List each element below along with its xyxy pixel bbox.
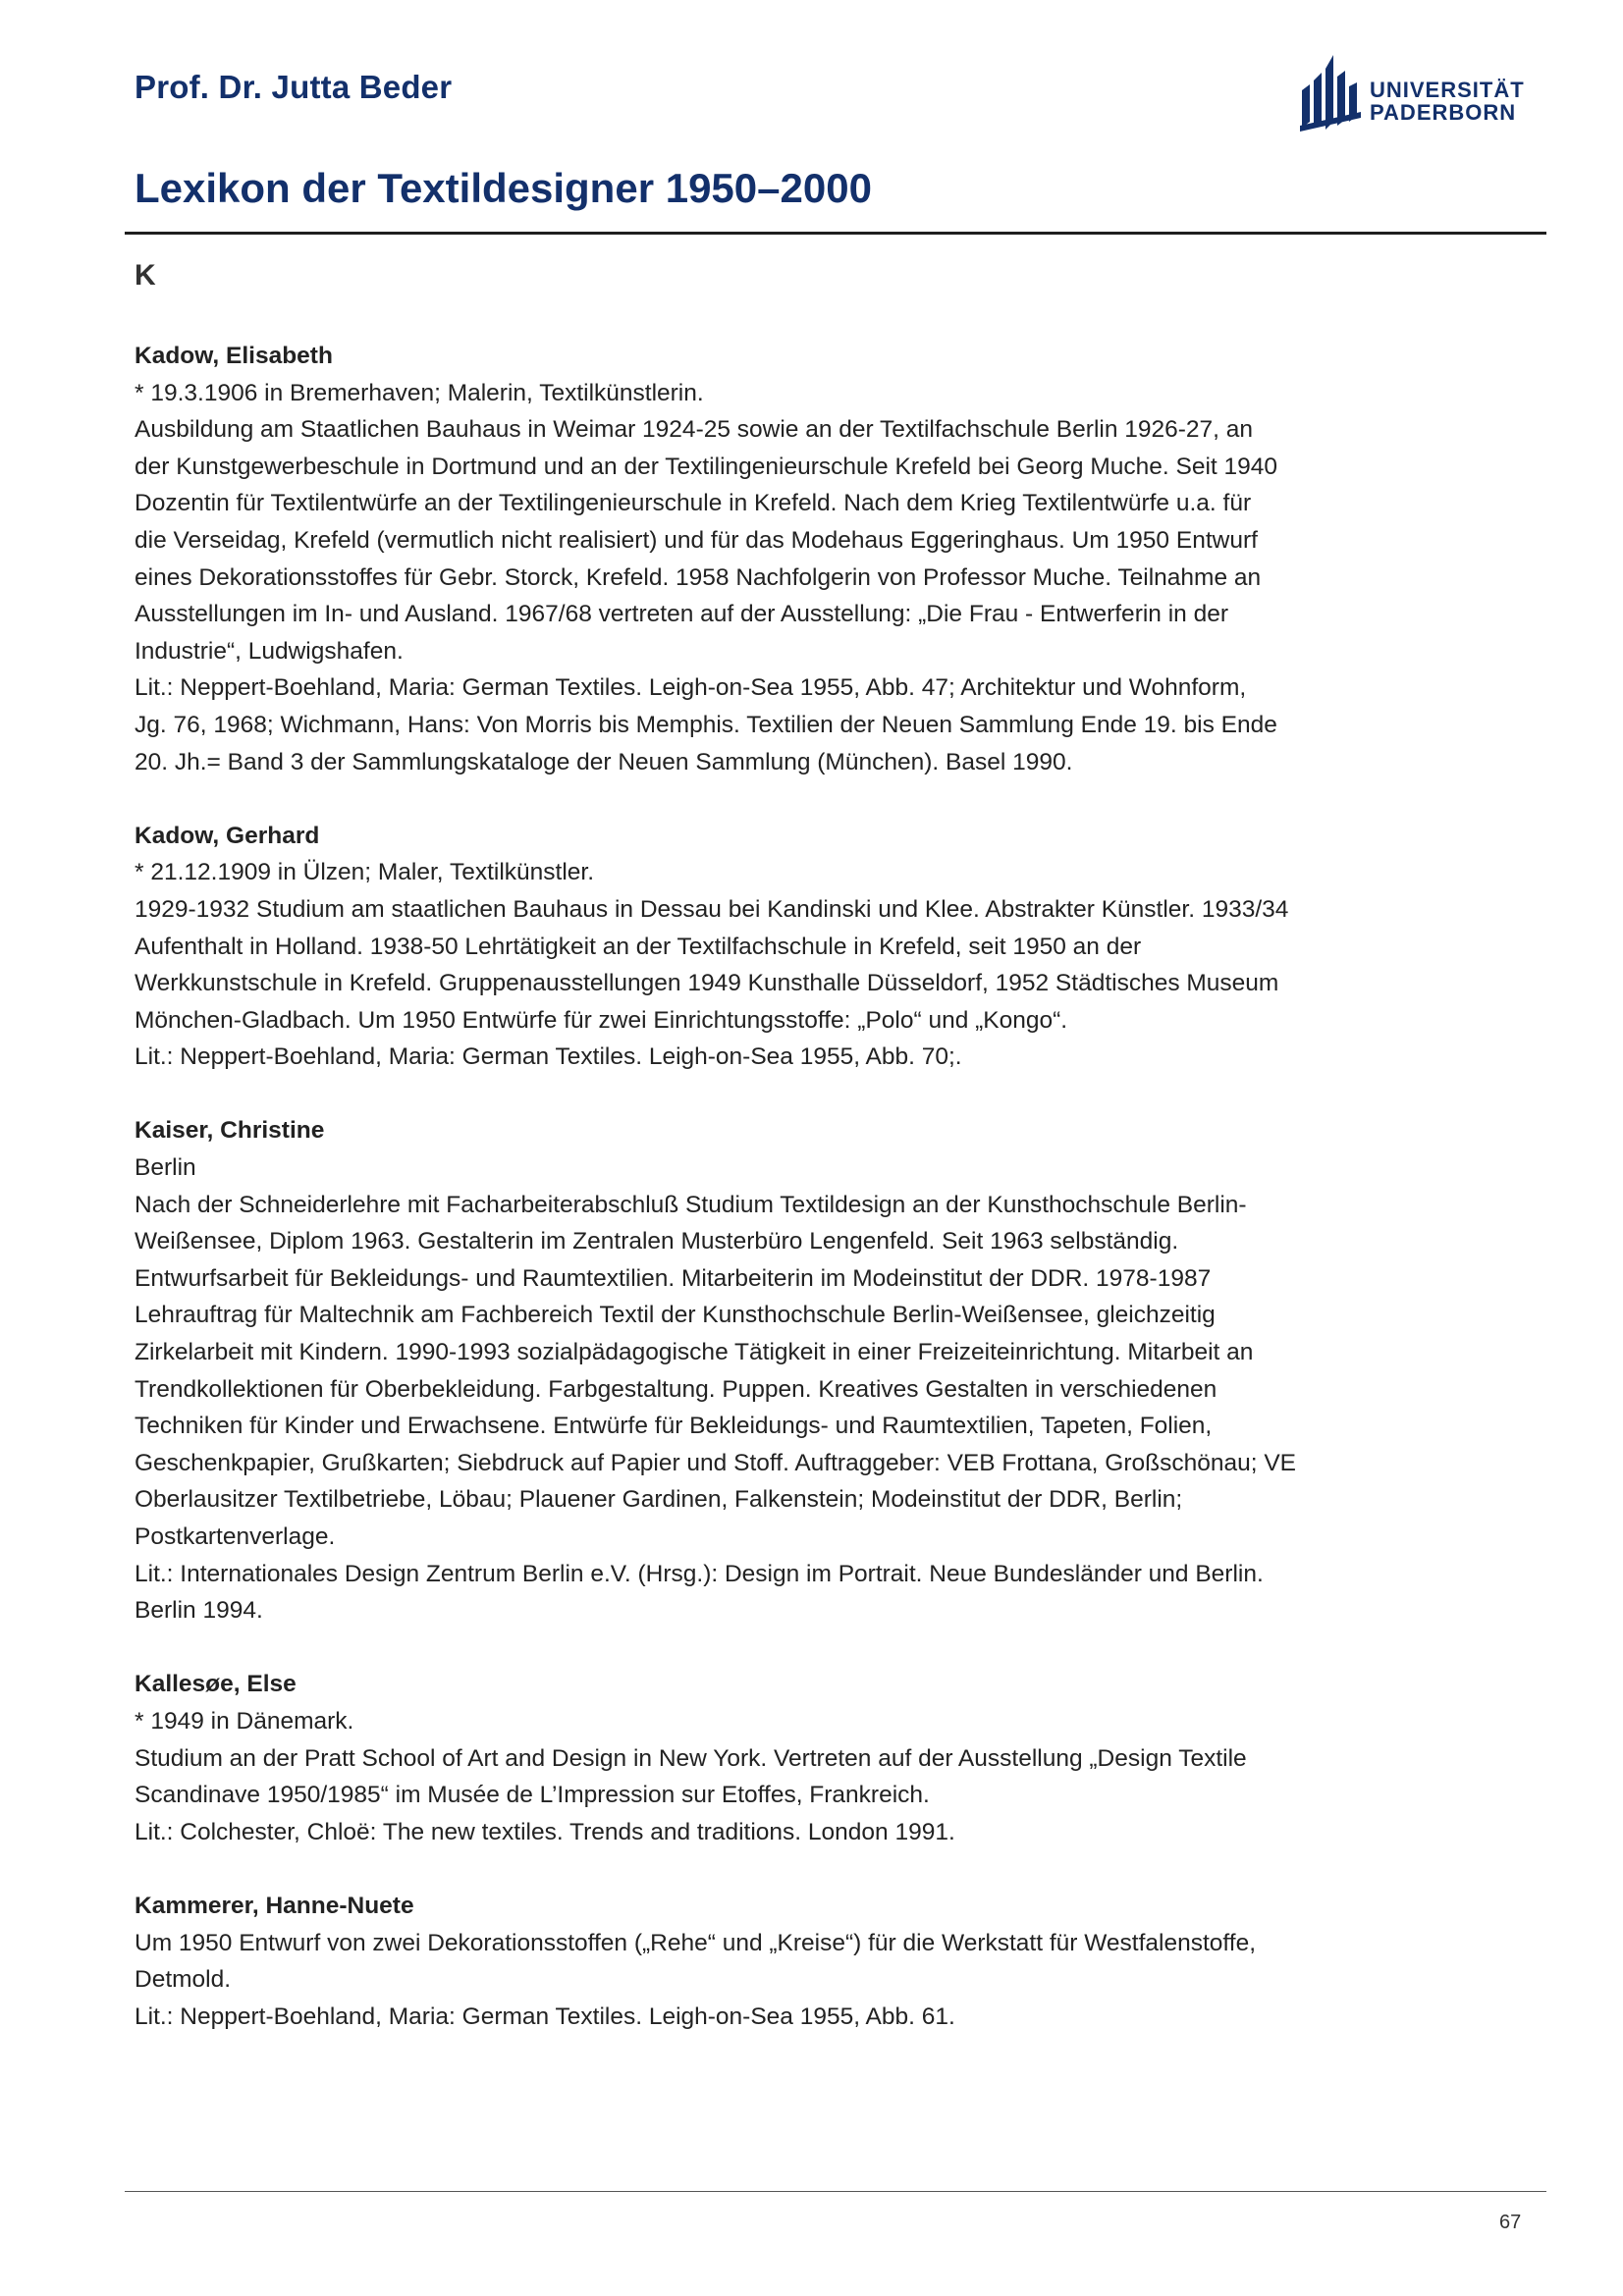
entry-text-line: Trendkollektionen für Oberbekleidung. Farbgestaltung. Puppen. Kreatives Gestalten in verschiedenen: [135, 1375, 1217, 1403]
entry-name: Kaiser, Christine: [135, 1117, 325, 1145]
entry-text-line: Um 1950 Entwurf von zwei Dekorationsstoffen („Rehe“ und „Kreise“) für die Werkstatt für Westfalenstoffe,: [135, 1929, 1257, 1956]
lexicon-entry: [135, 818, 1529, 1076]
entry-text-line: * 19.3.1906 in Bremerhaven; Malerin, Textilkünstlerin.: [135, 379, 704, 406]
entry-text-line: Berlin: [135, 1154, 196, 1182]
title-divider: [125, 232, 1546, 235]
entry-text-line: Scandinave 1950/1985“ im Musée de L’Impression sur Etoffes, Frankreich.: [135, 1782, 930, 1809]
entry-name: Kadow, Gerhard: [135, 822, 320, 849]
entry-text-line: Zirkelarbeit mit Kindern. 1990-1993 sozialpädagogische Tätigkeit in einer Freizeiteinrichtung. Mitarbeit an: [135, 1339, 1254, 1366]
entry-text-line: Dozentin für Textilentwürfe an der Textilingenieurschule in Krefeld. Nach dem Krieg Textilentwürfe u.a. für: [135, 490, 1252, 517]
entry-text-line: Lit.: Neppert-Boehland, Maria: German Textiles. Leigh-on-Sea 1955, Abb. 70;.: [135, 1043, 962, 1071]
entry-text-line: Aufenthalt in Holland. 1938-50 Lehrtätigkeit an der Textilfachschule in Krefeld, seit 1950 an der: [135, 933, 1142, 960]
entry-text-line: * 21.12.1909 in Ülzen; Maler, Textilkünstler.: [135, 859, 595, 886]
lexicon-entry: [135, 1666, 1529, 1850]
entry-text-line: Geschenkpapier, Grußkarten; Siebdruck auf Papier und Stoff. Auftraggeber: VEB Frottana, Großschönau; VE: [135, 1449, 1297, 1476]
entry-text-line: Entwurfsarbeit für Bekleidungs- und Raumtextilien. Mitarbeiterin im Modeinstitut der DDR. 1978-1987: [135, 1264, 1212, 1292]
section-letter: K: [135, 259, 156, 292]
entry-name: Kallesøe, Else: [135, 1671, 297, 1698]
entry-text-line: Berlin 1994.: [135, 1597, 263, 1625]
entry-text-line: Weißensee, Diplom 1963. Gestalterin im Zentralen Musterbüro Lengenfeld. Seit 1963 selbständig.: [135, 1228, 1179, 1255]
entry-text-line: Detmold.: [135, 1966, 232, 1994]
entry-text-line: Postkartenverlage.: [135, 1523, 336, 1550]
entry-text-line: Nach der Schneiderlehre mit Facharbeiterabschluß Studium Textildesign an der Kunsthochschule Berlin-: [135, 1191, 1247, 1218]
university-logo-icon: [1296, 51, 1367, 132]
entry-text-line: Lit.: Neppert-Boehland, Maria: German Textiles. Leigh-on-Sea 1955, Abb. 47; Architektur und Wohnform,: [135, 674, 1247, 702]
entry-name: Kammerer, Hanne-Nuete: [135, 1892, 414, 1919]
entry-text-line: Ausstellungen im In- und Ausland. 1967/68 vertreten auf der Ausstellung: „Die Frau - Entwerferin in der: [135, 601, 1229, 628]
author-name: Prof. Dr. Jutta Beder: [135, 69, 453, 105]
logo-text-line2: PADERBORN: [1370, 100, 1517, 125]
entry-text-line: Werkkunstschule in Krefeld. Gruppenausstellungen 1949 Kunsthalle Düsseldorf, 1952 Städtisches Museum: [135, 970, 1279, 997]
entry-text-line: 20. Jh.= Band 3 der Sammlungskataloge der Neuen Sammlung (München). Basel 1990.: [135, 748, 1073, 775]
lexicon-entries: [135, 338, 1529, 2072]
entry-text-line: Studium an der Pratt School of Art and Design in New York. Vertreten auf der Ausstellung „Design Textile: [135, 1744, 1247, 1772]
footer-divider: [125, 2191, 1546, 2192]
lexicon-entry: [135, 338, 1529, 780]
entry-text-line: Oberlausitzer Textilbetriebe, Löbau; Plauener Gardinen, Falkenstein; Modeinstitut der DDR, Berlin;: [135, 1486, 1183, 1514]
page-number: 67: [1499, 2212, 1522, 2233]
entry-text-line: Jg. 76, 1968; Wichmann, Hans: Von Morris bis Memphis. Textilien der Neuen Sammlung Ende 19. bis Ende: [135, 711, 1277, 738]
entry-text-line: Industrie“, Ludwigshafen.: [135, 637, 404, 665]
entry-text-line: Lehrauftrag für Maltechnik am Fachbereich Textil der Kunsthochschule Berlin-Weißensee, gleichzeitig: [135, 1302, 1216, 1329]
entry-name: Kadow, Elisabeth: [135, 343, 333, 369]
entry-text-line: Techniken für Kinder und Erwachsene. Entwürfe für Bekleidungs- und Raumtextilien, Tapeten, Folien,: [135, 1413, 1213, 1440]
entry-text-line: 1929-1932 Studium am staatlichen Bauhaus in Dessau bei Kandinski und Klee. Abstrakter Künstler. 1933/34: [135, 895, 1289, 923]
university-logo[interactable]: [1296, 51, 1532, 132]
entry-text-line: Lit.: Colchester, Chloë: The new textiles. Trends and traditions. London 1991.: [135, 1818, 955, 1845]
logo-text-line1: UNIVERSITÄT: [1370, 78, 1525, 102]
entry-text-line: Lit.: Neppert-Boehland, Maria: German Textiles. Leigh-on-Sea 1955, Abb. 61.: [135, 2002, 955, 2030]
entry-text-line: Ausbildung am Staatlichen Bauhaus in Weimar 1924-25 sowie an der Textilfachschule Berlin 1926-27, an: [135, 416, 1254, 444]
entry-text-line: Mönchen-Gladbach. Um 1950 Entwürfe für zwei Einrichtungsstoffe: „Polo“ und „Kongo“.: [135, 1006, 1068, 1034]
lexicon-entry: [135, 1888, 1529, 2035]
lexicon-entry: [135, 1112, 1529, 1629]
entry-text-line: die Verseidag, Krefeld (vermutlich nicht realisiert) und für das Modehaus Eggeringhaus. Um 1950 Entwurf: [135, 526, 1258, 554]
document-title: Lexikon der Textildesigner 1950–2000: [135, 165, 872, 211]
entry-text-line: der Kunstgewerbeschule in Dortmund und an der Textilingenieurschule Krefeld bei Georg Muche. Seit 1940: [135, 453, 1278, 480]
entry-text-line: eines Dekorationsstoffes für Gebr. Storck, Krefeld. 1958 Nachfolgerin von Professor Muche. Teilnahme an: [135, 563, 1262, 591]
entry-text-line: Lit.: Internationales Design Zentrum Berlin e.V. (Hrsg.): Design im Portrait. Neue Bundesländer und Berlin.: [135, 1560, 1264, 1587]
entry-text-line: * 1949 in Dänemark.: [135, 1707, 354, 1735]
